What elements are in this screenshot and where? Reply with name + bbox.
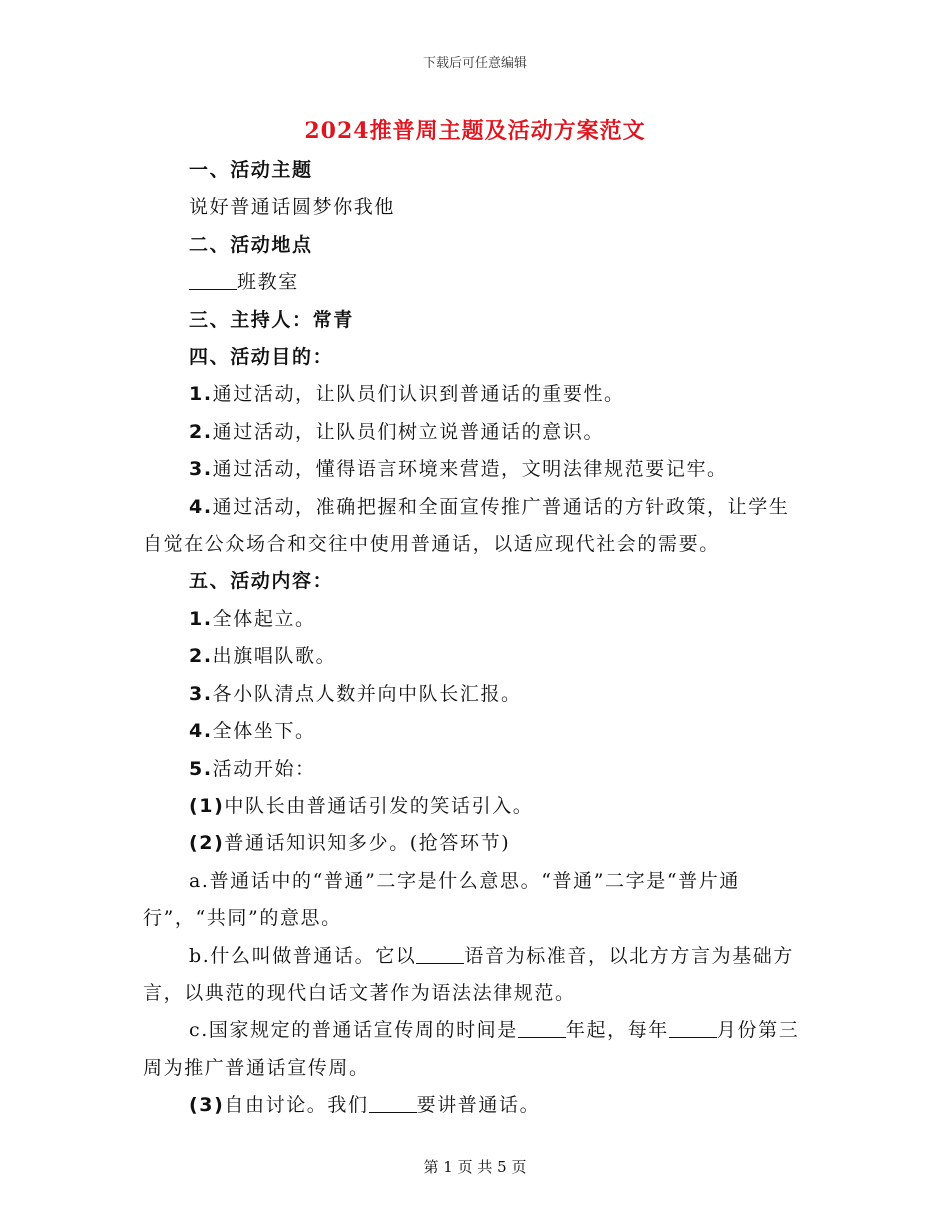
item-text: 活动开始： bbox=[212, 757, 316, 780]
item-number: 4. bbox=[189, 495, 213, 518]
item-text: 通过活动，准确把握和全面宣传推广普通话的方针政策，让学生自觉在公众场合和交往中使用普通话，以适应现代社会的需要。 bbox=[143, 495, 790, 556]
item-number: 3. bbox=[189, 682, 213, 705]
sub-item bbox=[143, 1087, 805, 1124]
document-title: 2024推普周主题及活动方案范文 bbox=[304, 118, 646, 144]
sub-item bbox=[143, 825, 805, 862]
item-number: 1. bbox=[189, 607, 213, 630]
theme-text: 说好普通话圆梦你我他 bbox=[189, 196, 396, 219]
section-heading-4: 四、活动目的： bbox=[189, 346, 334, 369]
section-heading-2: 二、活动地点 bbox=[189, 233, 313, 256]
item-number: 2. bbox=[189, 420, 213, 443]
item-number: 2. bbox=[189, 645, 213, 668]
blank-line bbox=[669, 1017, 717, 1038]
item-text: 全体坐下。 bbox=[212, 720, 316, 743]
purpose-item bbox=[143, 451, 805, 488]
question-a: a.普通话中的“普通”二字是什么意思。“普通”二字是“普片通行”，“共同”的意思。 bbox=[143, 869, 740, 930]
item-text: 普通话知识知多少。(抢答环节) bbox=[224, 832, 511, 855]
question-b bbox=[143, 938, 805, 1013]
question-c bbox=[143, 1012, 805, 1087]
item-number: 4. bbox=[189, 720, 213, 743]
section-heading-5: 五、活动内容： bbox=[189, 570, 334, 593]
item-number: (3) bbox=[189, 1094, 225, 1117]
content-item bbox=[143, 751, 805, 788]
item-text: 要讲普通话。 bbox=[416, 1094, 541, 1117]
item-number: (2) bbox=[189, 832, 225, 855]
page-footer: 第 1 页 共 5 页 bbox=[423, 1158, 527, 1176]
question-text: 年起，每年 bbox=[565, 1019, 669, 1042]
location-text: 班教室 bbox=[237, 271, 299, 294]
purpose-item bbox=[143, 376, 805, 413]
item-text: 自由讨论。我们 bbox=[224, 1094, 369, 1117]
section-heading-1: 一、活动主题 bbox=[189, 159, 313, 181]
question-text: 语音为标准音，以北方方言为基础方言，以典范的现代白话文著作为语法法律规范。 bbox=[143, 944, 795, 1004]
question-text: b.什么叫做普通话。它以 bbox=[189, 944, 417, 967]
item-text: 通过活动，让队员们认识到普通话的重要性。 bbox=[212, 383, 625, 406]
content-item bbox=[143, 638, 805, 675]
item-text: 全体起立。 bbox=[212, 607, 316, 630]
item-number: 1. bbox=[189, 383, 213, 406]
blank-line bbox=[416, 943, 464, 964]
content-item bbox=[143, 676, 805, 713]
item-text: 通过活动，让队员们树立说普通话的意识。 bbox=[212, 420, 605, 443]
content-item bbox=[143, 601, 805, 638]
location-line bbox=[143, 264, 805, 301]
blank-line bbox=[369, 1092, 417, 1113]
item-text: 中队长由普通话引发的笑话引入。 bbox=[224, 794, 534, 817]
question-text: c.国家规定的普通话宣传周的时间是 bbox=[189, 1019, 518, 1042]
purpose-item bbox=[143, 414, 805, 451]
item-number: 5. bbox=[189, 757, 213, 780]
item-text: 通过活动，懂得语言环境来营造，文明法律规范要记牢。 bbox=[212, 458, 728, 481]
item-text: 出旗唱队歌。 bbox=[212, 645, 337, 668]
blank-line bbox=[189, 269, 237, 290]
item-number: 3. bbox=[189, 458, 213, 481]
question-text: 月份第三周为推广普通话宣传周。 bbox=[143, 1019, 800, 1079]
page-header: 下载后可任意编辑 bbox=[422, 56, 527, 71]
document-body bbox=[143, 152, 805, 1125]
purpose-item bbox=[143, 489, 805, 564]
section-heading-3: 三、主持人：常青 bbox=[189, 308, 354, 331]
sub-item bbox=[143, 788, 805, 825]
content-item bbox=[143, 713, 805, 750]
blank-line bbox=[518, 1017, 566, 1038]
item-number: (1) bbox=[189, 794, 225, 817]
item-text: 各小队清点人数并向中队长汇报。 bbox=[212, 682, 522, 705]
